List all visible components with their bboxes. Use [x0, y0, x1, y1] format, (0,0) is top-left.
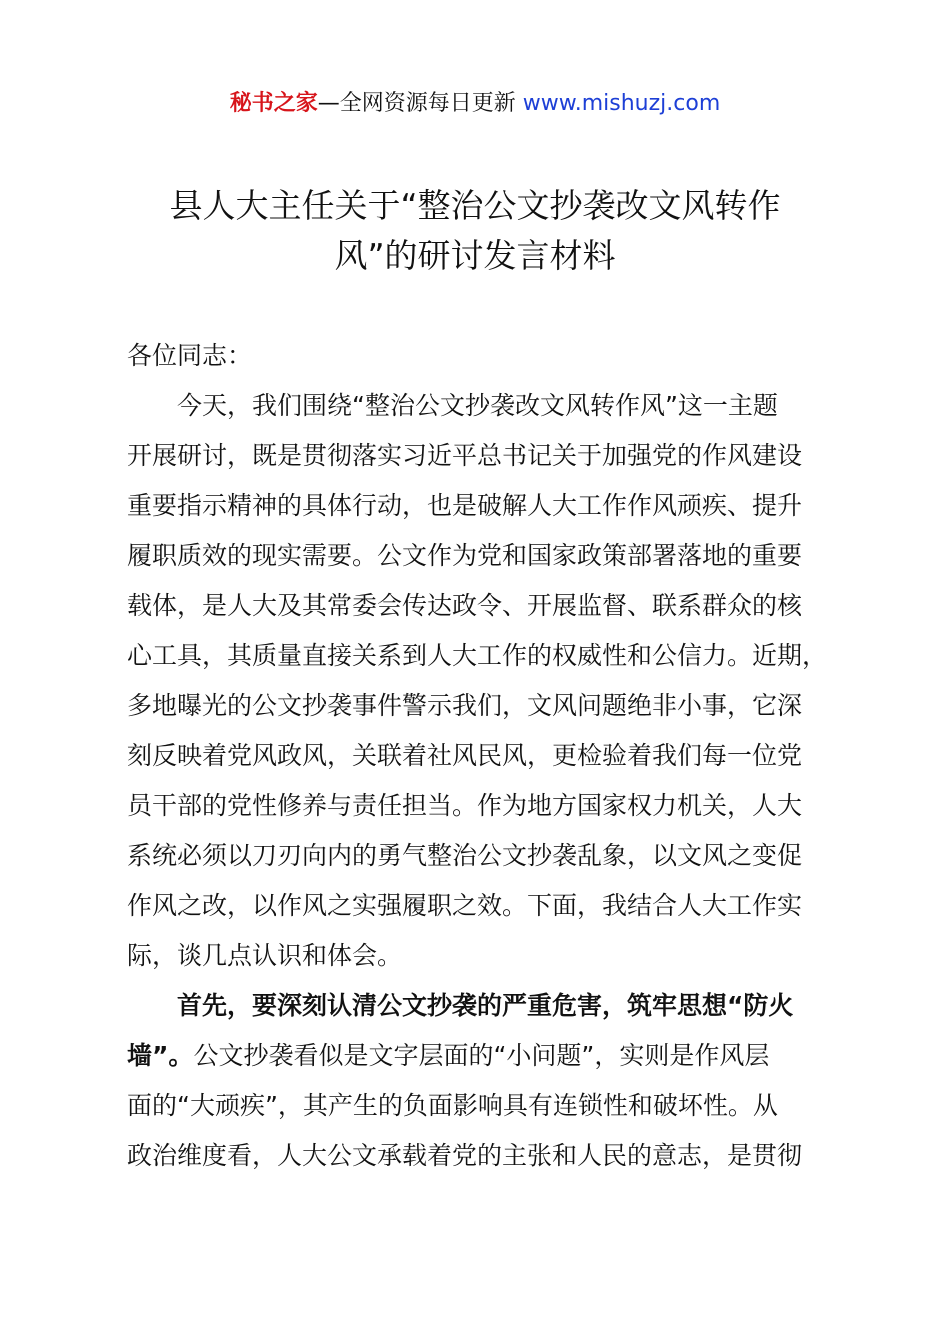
text-line: 作风之改，以作风之实强履职之效。下面，我结合人大工作实	[127, 891, 803, 920]
title-line-1: 县人大主任关于“整治公文抄袭改文风转作	[169, 186, 781, 225]
text-line: 刻反映着党风政风，关联着社风民风，更检验着我们每一位党	[127, 741, 803, 770]
text-line: 政治维度看，人大公文承载着党的主张和人民的意志，是贯彻	[127, 1141, 803, 1170]
text-line: 系统必须以刀刃向内的勇气整治公文抄袭乱象，以文风之变促	[127, 841, 803, 870]
point-heading-end: 墙”。	[127, 1041, 194, 1070]
document-body	[127, 331, 837, 1181]
text-line: 履职质效的现实需要。公文作为党和国家政策部署落地的重要	[127, 541, 803, 570]
text-line: 开展研讨，既是贯彻落实习近平总书记关于加强党的作风建设	[127, 441, 803, 470]
site-url-link[interactable]: www.mishuzj.com	[522, 91, 721, 116]
text-line: 多地曝光的公文抄袭事件警示我们，文风问题绝非小事，它深	[127, 691, 803, 720]
text-line: 心工具，其质量直接关系到人大工作的权威性和公信力。近期，	[127, 641, 828, 670]
text-line: 员干部的党性修养与责任担当。作为地方国家权力机关，人大	[127, 791, 803, 820]
site-header	[0, 88, 950, 120]
point-text: 公文抄袭看似是文字层面的“小问题”，实则是作风层	[193, 1041, 770, 1070]
text-line: 际，谈几点认识和体会。	[127, 941, 403, 970]
text-line: 重要指示精神的具体行动，也是破解人大工作作风顽疾、提升	[127, 491, 803, 520]
paragraph-first-point	[127, 981, 837, 1181]
point-heading-line: 首先，要深刻认清公文抄袭的严重危害，筑牢思想“防火	[177, 991, 794, 1020]
salutation: 各位同志：	[127, 341, 253, 370]
site-slogan: —全网资源每日更新	[317, 91, 523, 116]
text-line: 载体，是人大及其常委会传达政令、开展监督、联系群众的核	[127, 591, 803, 620]
text-line: 面的“大顽疾”，其产生的负面影响具有连锁性和破坏性。从	[127, 1091, 778, 1120]
paragraph-intro	[127, 381, 837, 981]
text-line	[127, 1031, 837, 1081]
document-title	[100, 181, 850, 281]
text-line: 今天，我们围绕“整治公文抄袭改文风转作风”这一主题	[177, 391, 778, 420]
title-line-2: 风”的研讨发言材料	[334, 236, 616, 275]
site-brand: 秘书之家	[229, 91, 318, 116]
